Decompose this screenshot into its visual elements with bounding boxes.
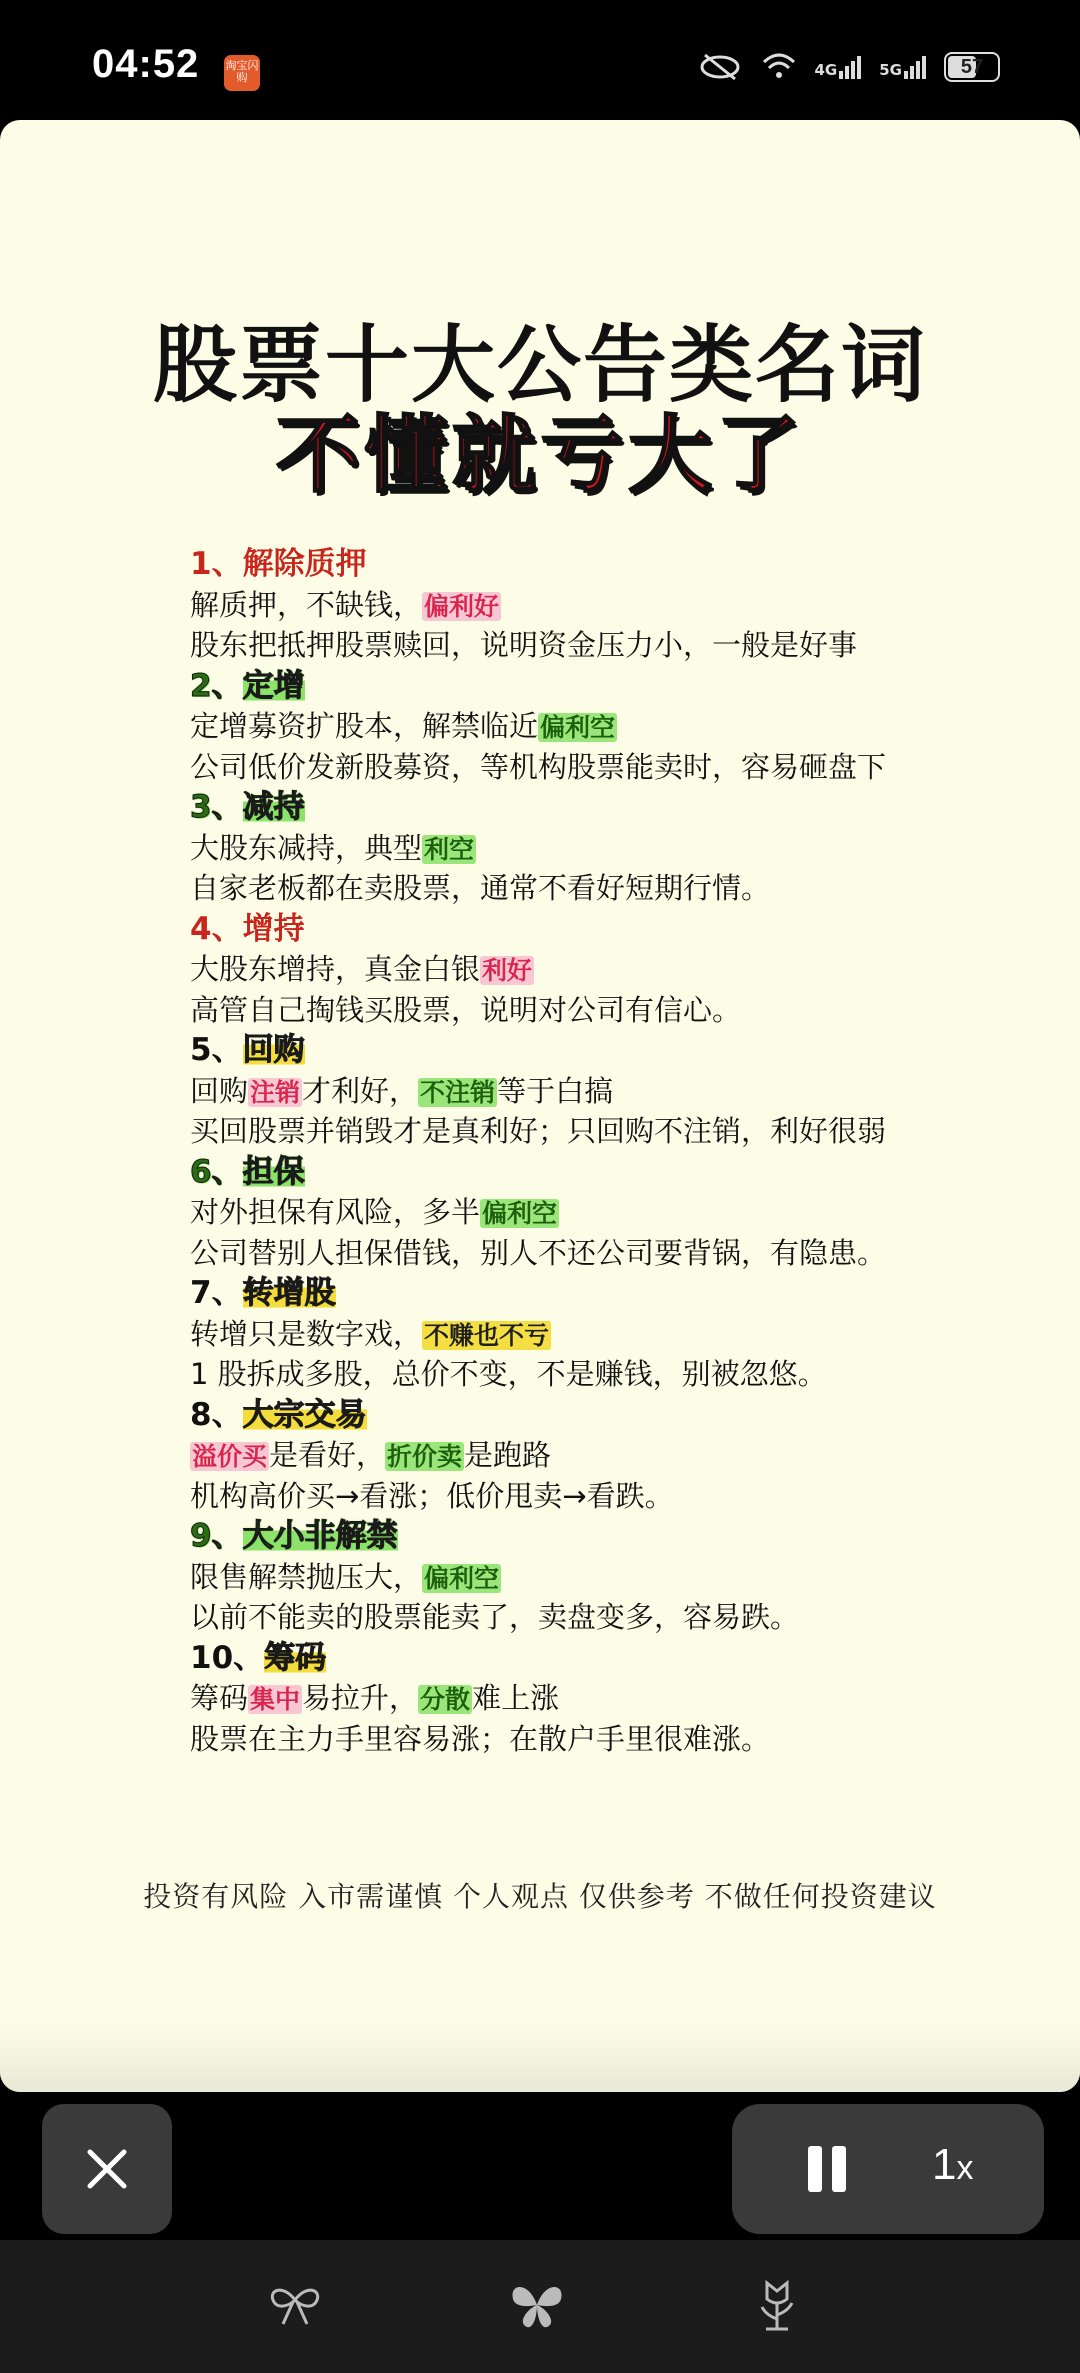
highlight-tag: 注销 [250, 1077, 301, 1107]
term-description [190, 1071, 1040, 1112]
term-heading [190, 666, 1040, 707]
image-card [0, 120, 1080, 2092]
bow-icon[interactable] [260, 2270, 330, 2340]
description-text: 机构高价买→看涨；低价甩卖→看跌。 [190, 1478, 674, 1513]
term-description [190, 1314, 1040, 1355]
term-heading [190, 1273, 1040, 1314]
term-description [190, 1233, 1040, 1274]
term-description [190, 949, 1040, 990]
description-text: 筹码 [190, 1681, 249, 1715]
term-description [190, 828, 1040, 869]
description-text: 转增只是数字戏， [190, 1316, 423, 1351]
status-time: 04:52 [92, 42, 200, 86]
term-name: 转增股 [242, 1275, 336, 1311]
description-text: 是跑路 [464, 1438, 552, 1472]
term-name: 大宗交易 [242, 1396, 367, 1433]
terms-list [190, 544, 1040, 1759]
term-description [190, 625, 1040, 666]
term-number: 7、 [190, 1275, 243, 1311]
description-text: 易拉升， [302, 1681, 419, 1715]
term-heading [190, 1638, 1040, 1679]
playback-controls [732, 2104, 1044, 2234]
highlight-tag: 折价卖 [387, 1442, 463, 1471]
term-number: 9、 [190, 1518, 243, 1554]
mute-icon [697, 52, 743, 82]
description-text: 股票在主力手里容易涨；在散户手里很难涨。 [190, 1721, 771, 1756]
title-main: 股票十大公告类名词 [152, 316, 927, 414]
term-number: 5、 [190, 1032, 243, 1068]
description-text: 1 股拆成多股，总价不变，不是赚钱，别被忽悠。 [190, 1357, 827, 1391]
signal-5g-icon: 5G [879, 56, 926, 79]
term-name: 大小非解禁 [242, 1518, 398, 1554]
highlight-tag: 集中 [250, 1685, 301, 1714]
term-number: 2、 [190, 667, 243, 704]
close-icon [84, 2146, 130, 2192]
term-name: 减持 [242, 789, 305, 825]
highlight-tag: 偏利空 [482, 1199, 558, 1228]
title-sub: 不懂就亏大了 [275, 406, 804, 504]
description-text: 等于白搞 [497, 1073, 614, 1108]
term-description [190, 990, 1040, 1031]
pause-button[interactable] [772, 2104, 872, 2234]
status-icons [697, 50, 1001, 84]
term-description [190, 1111, 1040, 1152]
highlight-tag: 不赚也不亏 [424, 1320, 550, 1350]
highlight-tag: 不注销 [420, 1077, 496, 1107]
description-text: 公司替别人担保借钱，别人不还公司要背锅，有隐患。 [190, 1235, 887, 1270]
description-text: 对外担保有风险，多半 [190, 1195, 481, 1229]
description-text: 自家老板都在卖股票，通常不看好短期行情。 [190, 871, 771, 905]
term-description [190, 1557, 1040, 1598]
term-description [190, 1678, 1040, 1719]
status-bar [0, 0, 1080, 120]
description-text: 高管自己掏钱买股票，说明对公司有信心。 [190, 992, 742, 1027]
term-heading [190, 1030, 1040, 1071]
term-number: 6、 [190, 1153, 243, 1190]
term-name: 增持 [242, 910, 305, 947]
term-name: 担保 [242, 1153, 305, 1190]
term-description [190, 1192, 1040, 1233]
description-text: 大股东减持，典型 [190, 830, 423, 865]
term-heading [190, 1152, 1040, 1193]
term-heading [190, 1516, 1040, 1557]
description-text: 难上涨 [472, 1681, 560, 1715]
battery-icon [944, 52, 1000, 82]
term-heading [190, 787, 1040, 828]
disclaimer: 投资有风险 入市需谨慎 个人观点 仅供参考 不做任何投资建议 [143, 1880, 937, 1913]
description-text: 回购 [190, 1073, 249, 1108]
term-description [190, 1476, 1040, 1517]
battery-level: 57 [960, 56, 984, 78]
term-description [190, 1719, 1040, 1760]
description-text: 解质押，不缺钱， [190, 587, 423, 622]
term-name: 回购 [242, 1032, 305, 1068]
term-description [190, 868, 1040, 909]
description-text: 大股东增持，真金白银 [190, 952, 481, 986]
description-text: 公司低价发新股募资，等机构股票能卖时，容易砸盘下 [190, 749, 887, 784]
term-name: 解除质押 [242, 546, 367, 582]
highlight-tag: 偏利空 [424, 1563, 500, 1593]
description-text: 以前不能卖的股票能卖了，卖盘变多，容易跌。 [190, 1600, 800, 1634]
card-shade [0, 2022, 1080, 2092]
highlight-tag: 偏利空 [540, 713, 616, 742]
term-description [190, 1597, 1040, 1638]
term-description [190, 747, 1040, 788]
term-description [190, 1354, 1040, 1395]
description-text: 限售解禁抛压大， [190, 1559, 423, 1594]
description-text: 定增募资扩股本，解禁临近 [190, 709, 539, 743]
term-number: 10、 [190, 1639, 265, 1676]
description-text: 股东把抵押股票赎回，说明资金压力小，一般是好事 [190, 628, 858, 662]
term-description [190, 585, 1040, 626]
term-name: 筹码 [264, 1639, 327, 1676]
close-button[interactable] [42, 2104, 172, 2234]
term-number: 4、 [190, 910, 243, 947]
term-number: 8、 [190, 1396, 243, 1433]
highlight-tag: 溢价买 [192, 1442, 268, 1471]
description-text: 才利好， [302, 1073, 419, 1108]
term-heading [190, 544, 1040, 585]
term-number: 1、 [190, 546, 243, 582]
description-text: 是看好， [269, 1438, 386, 1472]
term-name: 定增 [242, 667, 305, 704]
term-number: 3、 [190, 789, 243, 825]
term-description [190, 1435, 1040, 1476]
signal-4g-icon: 4G [815, 56, 862, 79]
flower-icon[interactable] [742, 2270, 812, 2340]
speed-button[interactable]: 1x [932, 2140, 974, 2189]
highlight-tag: 偏利好 [424, 591, 500, 621]
description-text: 买回股票并销毁才是真利好；只回购不注销，利好很弱 [190, 1114, 887, 1148]
term-heading [190, 1395, 1040, 1436]
term-heading [190, 909, 1040, 950]
wifi-icon [761, 50, 797, 84]
highlight-tag: 分散 [420, 1685, 471, 1714]
app-notification-icon: 淘宝闪购 [224, 55, 260, 91]
bottom-nav [0, 2240, 1080, 2373]
highlight-tag: 利空 [424, 834, 475, 864]
butterfly-icon[interactable] [502, 2270, 572, 2340]
term-description [190, 706, 1040, 747]
highlight-tag: 利好 [482, 956, 533, 985]
